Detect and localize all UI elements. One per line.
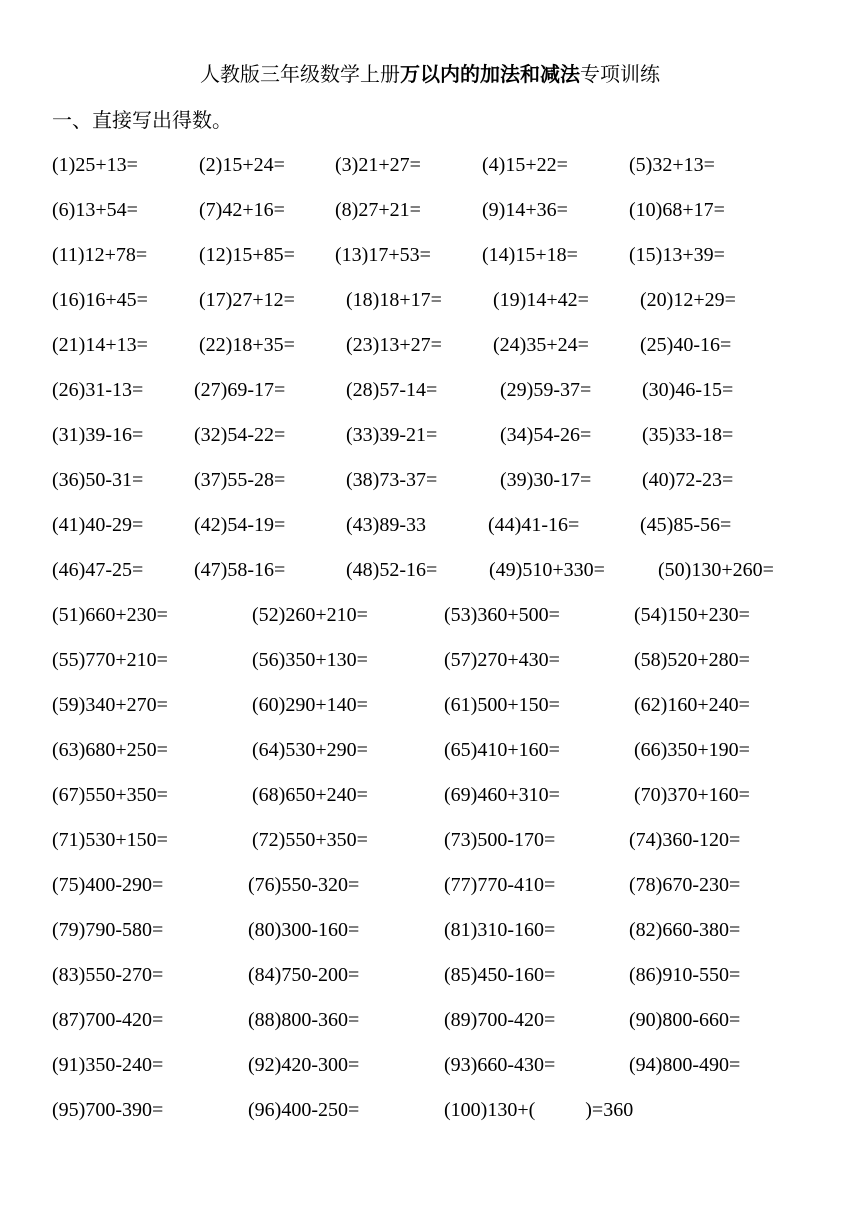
problem-item: (2)15+24= <box>199 154 285 176</box>
problem-item: (92)420-300= <box>248 1054 360 1076</box>
problem-item: (24)35+24= <box>493 334 589 356</box>
problem-row <box>0 645 860 675</box>
problem-item: (74)360-120= <box>629 829 741 851</box>
problem-item: (70)370+160= <box>634 784 750 806</box>
problem-item: (37)55-28= <box>194 469 286 491</box>
problem-item: (9)14+36= <box>482 199 568 221</box>
problem-item: (57)270+430= <box>444 649 560 671</box>
problem-item: (56)350+130= <box>252 649 368 671</box>
problem-item: (29)59-37= <box>500 379 592 401</box>
problem-item: (90)800-660= <box>629 1009 741 1031</box>
problem-item: (18)18+17= <box>346 289 442 311</box>
problem-row <box>0 420 860 450</box>
problem-item: (73)500-170= <box>444 829 556 851</box>
problem-item: (8)27+21= <box>335 199 421 221</box>
problem-item: (55)770+210= <box>52 649 168 671</box>
problem-item: (26)31-13= <box>52 379 144 401</box>
problem-item: (28)57-14= <box>346 379 438 401</box>
problem-item: (3)21+27= <box>335 154 421 176</box>
problem-row <box>0 1005 860 1035</box>
problem-item: (14)15+18= <box>482 244 578 266</box>
problem-item: (96)400-250= <box>248 1099 360 1121</box>
problem-item: (16)16+45= <box>52 289 148 311</box>
problem-row <box>0 735 860 765</box>
problem-item: (58)520+280= <box>634 649 750 671</box>
problem-item: (94)800-490= <box>629 1054 741 1076</box>
page-title <box>0 60 860 90</box>
problem-item: (77)770-410= <box>444 874 556 896</box>
problem-item: (35)33-18= <box>642 424 734 446</box>
problem-item: (78)670-230= <box>629 874 741 896</box>
problem-row <box>0 240 860 270</box>
problem-item: (47)58-16= <box>194 559 286 581</box>
problem-row <box>0 915 860 945</box>
problem-item: (44)41-16= <box>488 514 580 536</box>
problem-item: (62)160+240= <box>634 694 750 716</box>
problem-item: (27)69-17= <box>194 379 286 401</box>
problem-item: (15)13+39= <box>629 244 725 266</box>
problem-item: (86)910-550= <box>629 964 741 986</box>
problem-item: (72)550+350= <box>252 829 368 851</box>
problem-item: (31)39-16= <box>52 424 144 446</box>
problem-item: (39)30-17= <box>500 469 592 491</box>
problem-row <box>0 285 860 315</box>
problem-item: (30)46-15= <box>642 379 734 401</box>
problem-item: (60)290+140= <box>252 694 368 716</box>
problem-item: (34)54-26= <box>500 424 592 446</box>
problem-item: (46)47-25= <box>52 559 144 581</box>
problem-item: (43)89-33 <box>346 514 426 536</box>
problem-item: (54)150+230= <box>634 604 750 626</box>
problem-row <box>0 555 860 585</box>
problem-row <box>0 870 860 900</box>
problem-item: (65)410+160= <box>444 739 560 761</box>
problem-row <box>0 1095 860 1125</box>
problem-item: (5)32+13= <box>629 154 715 176</box>
problem-item: (25)40-16= <box>640 334 732 356</box>
problem-item: (91)350-240= <box>52 1054 164 1076</box>
problem-item: (19)14+42= <box>493 289 589 311</box>
problem-item: (22)18+35= <box>199 334 295 356</box>
problem-item: (85)450-160= <box>444 964 556 986</box>
problem-item: (100)130+( )=360 <box>444 1099 634 1121</box>
problem-item: (87)700-420= <box>52 1009 164 1031</box>
problem-item: (32)54-22= <box>194 424 286 446</box>
problem-item: (41)40-29= <box>52 514 144 536</box>
problem-item: (71)530+150= <box>52 829 168 851</box>
problem-item: (61)500+150= <box>444 694 560 716</box>
problem-item: (45)85-56= <box>640 514 732 536</box>
problem-item: (42)54-19= <box>194 514 286 536</box>
problem-row <box>0 600 860 630</box>
section-heading: 一、直接写出得数。 <box>52 110 232 132</box>
problem-item: (36)50-31= <box>52 469 144 491</box>
problem-item: (93)660-430= <box>444 1054 556 1076</box>
title-suffix: 专项训练 <box>580 64 660 86</box>
title-bold: 万以内的加法和减法 <box>400 64 580 86</box>
problem-row <box>0 465 860 495</box>
title-prefix: 人教版三年级数学上册 <box>200 64 400 86</box>
problem-item: (76)550-320= <box>248 874 360 896</box>
problem-item: (79)790-580= <box>52 919 164 941</box>
problem-item: (23)13+27= <box>346 334 442 356</box>
problem-item: (84)750-200= <box>248 964 360 986</box>
problem-item: (69)460+310= <box>444 784 560 806</box>
problem-item: (50)130+260= <box>658 559 774 581</box>
problem-item: (75)400-290= <box>52 874 164 896</box>
problem-row <box>0 195 860 225</box>
problem-item: (59)340+270= <box>52 694 168 716</box>
problem-item: (40)72-23= <box>642 469 734 491</box>
problem-item: (89)700-420= <box>444 1009 556 1031</box>
problem-row <box>0 510 860 540</box>
problem-item: (21)14+13= <box>52 334 148 356</box>
problem-row <box>0 960 860 990</box>
problem-item: (66)350+190= <box>634 739 750 761</box>
problem-item: (11)12+78= <box>52 244 148 266</box>
problem-item: (48)52-16= <box>346 559 438 581</box>
problem-item: (63)680+250= <box>52 739 168 761</box>
problem-item: (7)42+16= <box>199 199 285 221</box>
problem-row <box>0 690 860 720</box>
problem-row <box>0 150 860 180</box>
problem-row <box>0 330 860 360</box>
problem-item: (4)15+22= <box>482 154 568 176</box>
problem-item: (88)800-360= <box>248 1009 360 1031</box>
problem-item: (67)550+350= <box>52 784 168 806</box>
problem-row <box>0 375 860 405</box>
problem-row <box>0 825 860 855</box>
problem-item: (20)12+29= <box>640 289 736 311</box>
problem-item: (10)68+17= <box>629 199 725 221</box>
problem-item: (33)39-21= <box>346 424 438 446</box>
problem-item: (38)73-37= <box>346 469 438 491</box>
problem-item: (80)300-160= <box>248 919 360 941</box>
problem-item: (17)27+12= <box>199 289 295 311</box>
problem-item: (6)13+54= <box>52 199 138 221</box>
problem-item: (49)510+330= <box>489 559 605 581</box>
problem-item: (81)310-160= <box>444 919 556 941</box>
problem-item: (82)660-380= <box>629 919 741 941</box>
problem-item: (53)360+500= <box>444 604 560 626</box>
problem-item: (52)260+210= <box>252 604 368 626</box>
problem-item: (68)650+240= <box>252 784 368 806</box>
problem-item: (64)530+290= <box>252 739 368 761</box>
problem-item: (12)15+85= <box>199 244 295 266</box>
problem-row <box>0 1050 860 1080</box>
problem-item: (1)25+13= <box>52 154 138 176</box>
problem-item: (51)660+230= <box>52 604 168 626</box>
problem-row <box>0 780 860 810</box>
problem-item: (13)17+53= <box>335 244 431 266</box>
problem-item: (95)700-390= <box>52 1099 164 1121</box>
problem-item: (83)550-270= <box>52 964 164 986</box>
